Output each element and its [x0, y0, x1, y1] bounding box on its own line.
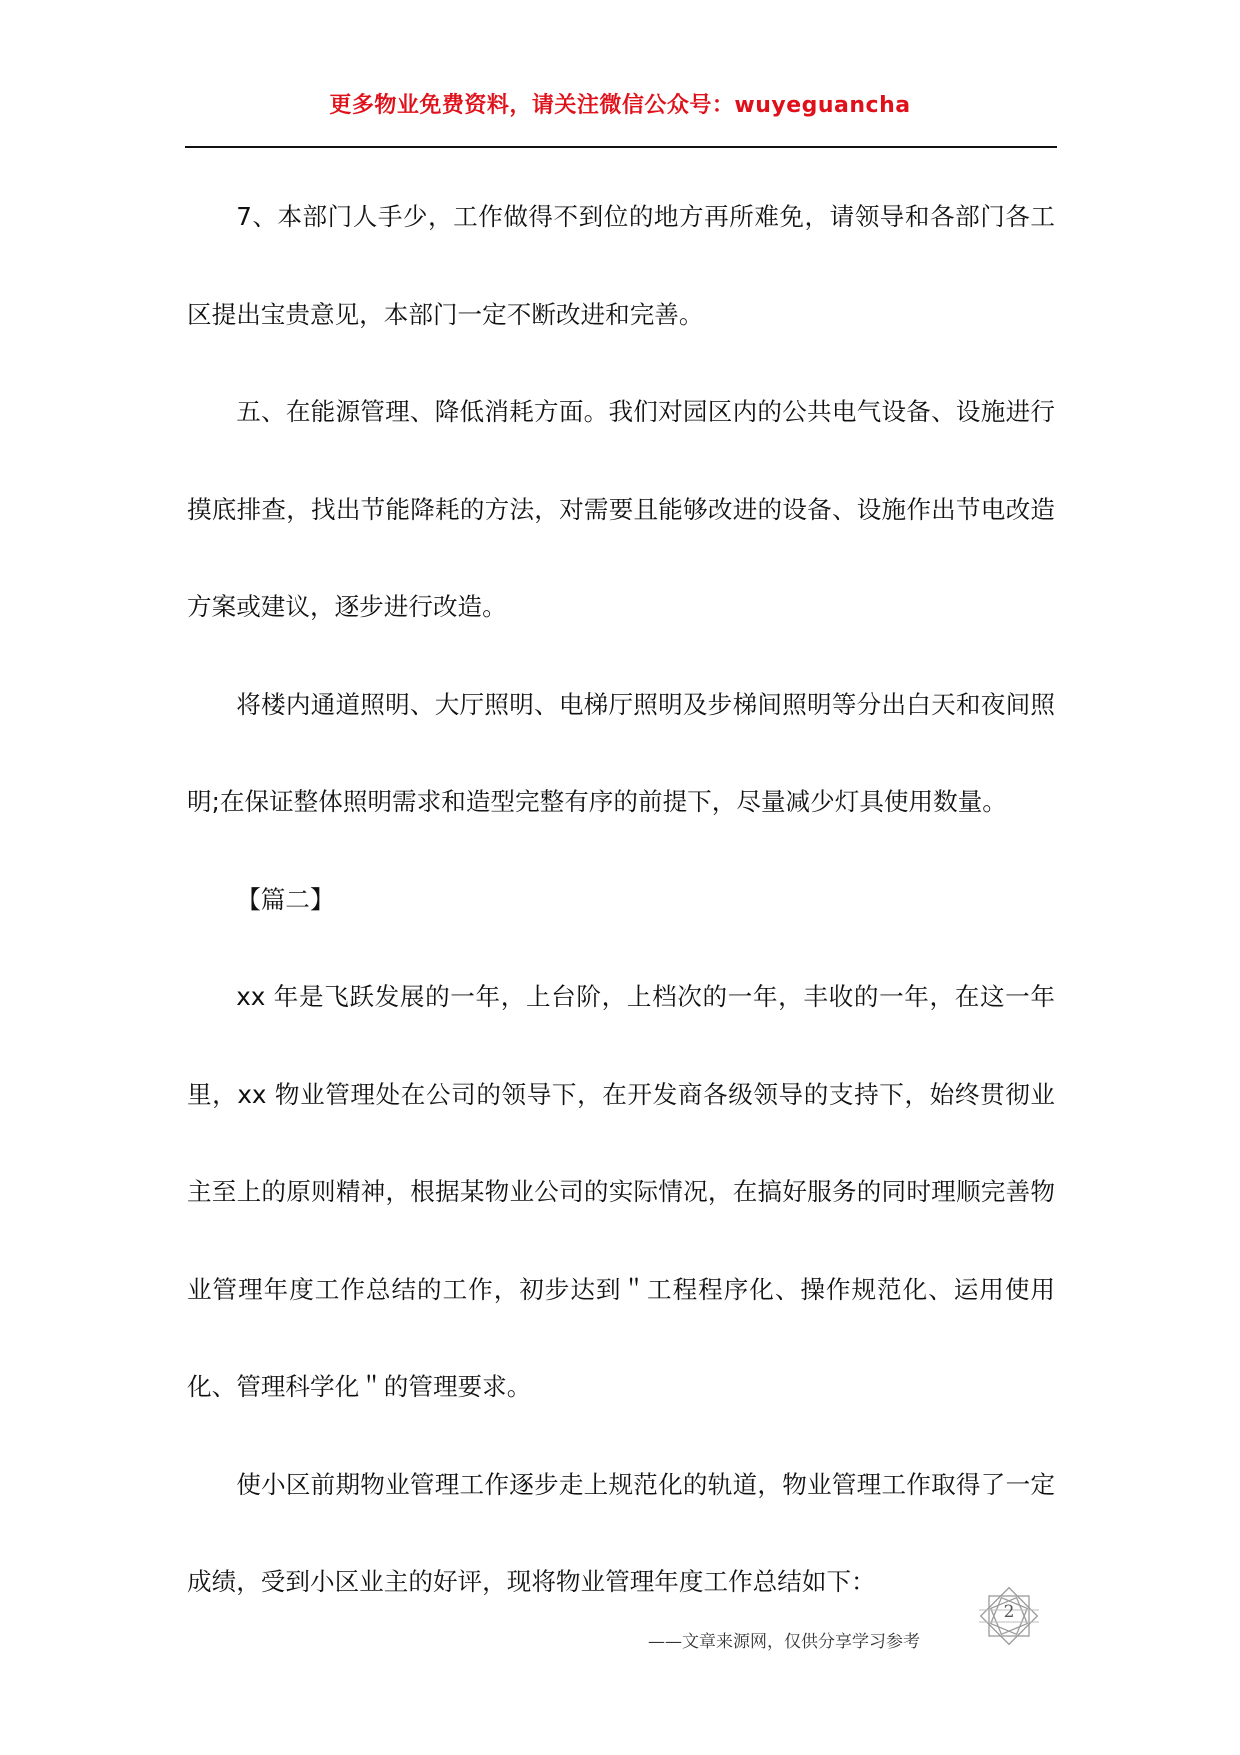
paragraph: 使小区前期物业管理工作逐步走上规范化的轨道，物业管理工作取得了一定成绩，受到小区业主的好评，现将物业管理年度工作总结如下：: [187, 1469, 1055, 1596]
paragraph: 五、在能源管理、降低消耗方面。我们对园区内的公共电气设备、设施进行摸底排查，找出节能降耗的方法，对需要且能够改进的设备、设施作出节电改造方案或建议，逐步进行改造。: [187, 397, 1055, 621]
paragraph: 7、本部门人手少，工作做得不到位的地方再所难免，请领导和各部门各工区提出宝贵意见，本部门一定不断改进和完善。: [187, 202, 1055, 329]
paragraph: 将楼内通道照明、大厅照明、电梯厅照明及步梯间照明等分出白天和夜间照明;在保证整体照明需求和造型完整有序的前提下，尽量减少灯具使用数量。: [187, 689, 1055, 816]
header-note: 更多物业免费资料，请关注微信公众号：wuyeguancha: [329, 93, 911, 118]
footer-source-note: ——文章来源网，仅供分享学习参考: [648, 1632, 920, 1652]
paragraph: xx 年是飞跃发展的一年，上台阶，上档次的一年，丰收的一年，在这一年里，xx 物业管理处在公司的领导下，在开发商各级领导的支持下，始终贯彻业主至上的原则精神，根据某物业公司的实际情况，在搞好服务的同时理顺完善物业管理年度工作总结的工作，初步达到＂工程程序化、操作规范化、运用使用化、管理科学化＂的管理要求。: [187, 982, 1055, 1401]
document-body: [187, 168, 1055, 1631]
section-heading: 【篇二】: [236, 884, 335, 914]
page-number: 2: [1003, 1602, 1015, 1622]
header-divider: [185, 146, 1057, 148]
